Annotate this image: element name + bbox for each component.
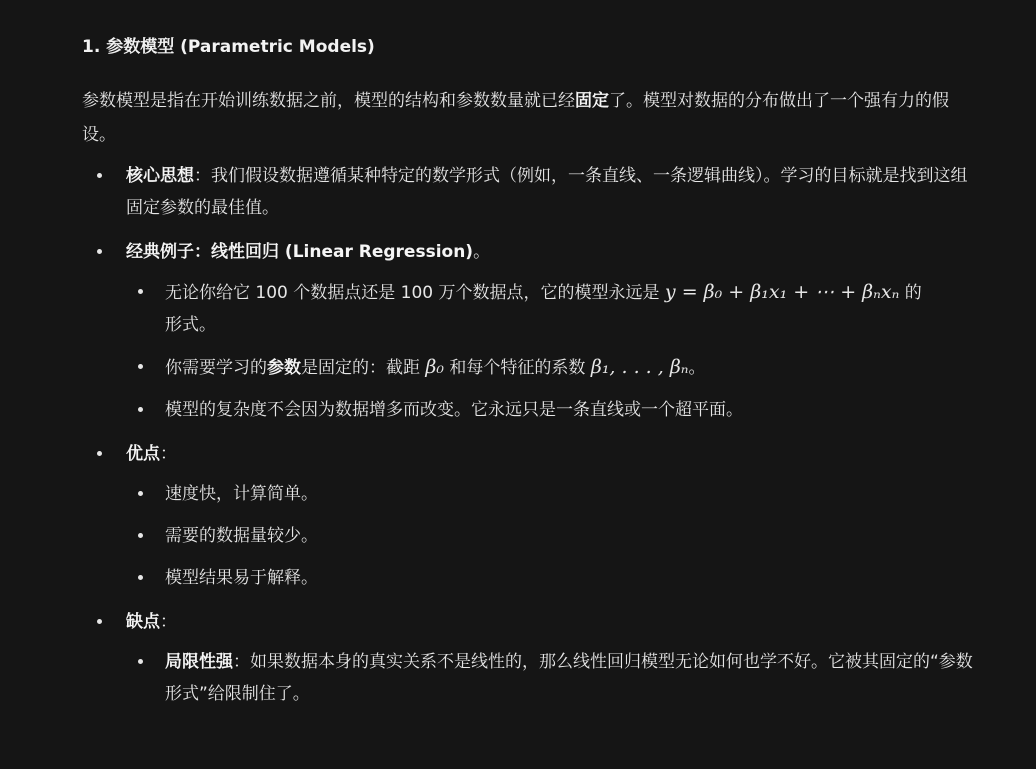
params-before: 你需要学习的 bbox=[165, 358, 267, 378]
pros-item: 模型结果易于解释。 bbox=[126, 562, 982, 594]
bullet-cons bbox=[82, 606, 982, 710]
pros-sublist bbox=[126, 478, 982, 594]
bullet-example bbox=[82, 236, 982, 426]
linear-equation: y = β₀ + β₁x₁ + ⋯ + βₙxₙ bbox=[664, 281, 900, 303]
pros-label: 优点 bbox=[126, 444, 160, 464]
cons-sublist bbox=[126, 646, 982, 710]
coefficients-symbol: β₁, . . . , βₙ bbox=[590, 356, 689, 378]
limitation-label: 局限性强 bbox=[165, 652, 233, 672]
intro-text-after: 了。模型对数据的分布做出了一个强有力的假设。 bbox=[82, 91, 949, 145]
example-label: 经典例子：线性回归 (Linear Regression) bbox=[126, 242, 474, 262]
equation-text-before: 无论你给它 100 个数据点还是 100 万个数据点，它的模型永远是 bbox=[165, 283, 665, 303]
sub-bullet-parameters bbox=[126, 351, 982, 384]
params-mid: 是固定的：截距 bbox=[301, 358, 426, 378]
cons-item-limitation bbox=[126, 646, 982, 710]
params-after: 。 bbox=[688, 358, 706, 378]
cons-colon: ： bbox=[160, 612, 177, 632]
params-bold: 参数 bbox=[267, 358, 301, 378]
sub-bullet-complexity: 模型的复杂度不会因为数据增多而改变。它永远只是一条直线或一个超平面。 bbox=[126, 394, 982, 426]
sub-bullet-equation bbox=[126, 276, 982, 341]
core-idea-label: 核心思想 bbox=[126, 166, 194, 186]
core-idea-text bbox=[126, 160, 976, 224]
pros-item: 需要的数据量较少。 bbox=[126, 520, 982, 552]
intro-bold-fixed: 固定 bbox=[575, 91, 609, 111]
equation-line bbox=[165, 276, 925, 341]
section-heading: 1. 参数模型 (Parametric Models) bbox=[82, 37, 375, 57]
example-sublist bbox=[126, 276, 982, 426]
bullet-core-idea bbox=[82, 160, 982, 224]
intro-text-before: 参数模型是指在开始训练数据之前，模型的结构和参数数量就已经 bbox=[82, 91, 575, 111]
params-mid2: 和每个特征的系数 bbox=[444, 358, 591, 378]
pros-colon: ： bbox=[160, 444, 177, 464]
limitation-body: ：如果数据本身的真实关系不是线性的，那么线性回归模型无论如何也学不好。它被其固定的“参数形式”给限制住了。 bbox=[165, 652, 973, 704]
equation-text-after: 的形式。 bbox=[165, 283, 922, 335]
document bbox=[82, 30, 982, 722]
bullet-pros bbox=[82, 438, 982, 594]
core-idea-body: ：我们假设数据遵循某种特定的数学形式（例如，一条直线、一条逻辑曲线）。学习的目标就是找到这组固定参数的最佳值。 bbox=[126, 166, 968, 218]
example-suffix: 。 bbox=[473, 242, 491, 262]
intro-paragraph bbox=[82, 84, 972, 152]
cons-label: 缺点 bbox=[126, 612, 160, 632]
intercept-symbol: β₀ bbox=[425, 356, 445, 378]
limitation-text bbox=[165, 646, 985, 710]
pros-item: 速度快，计算简单。 bbox=[126, 478, 982, 510]
main-bullet-list bbox=[82, 160, 982, 710]
